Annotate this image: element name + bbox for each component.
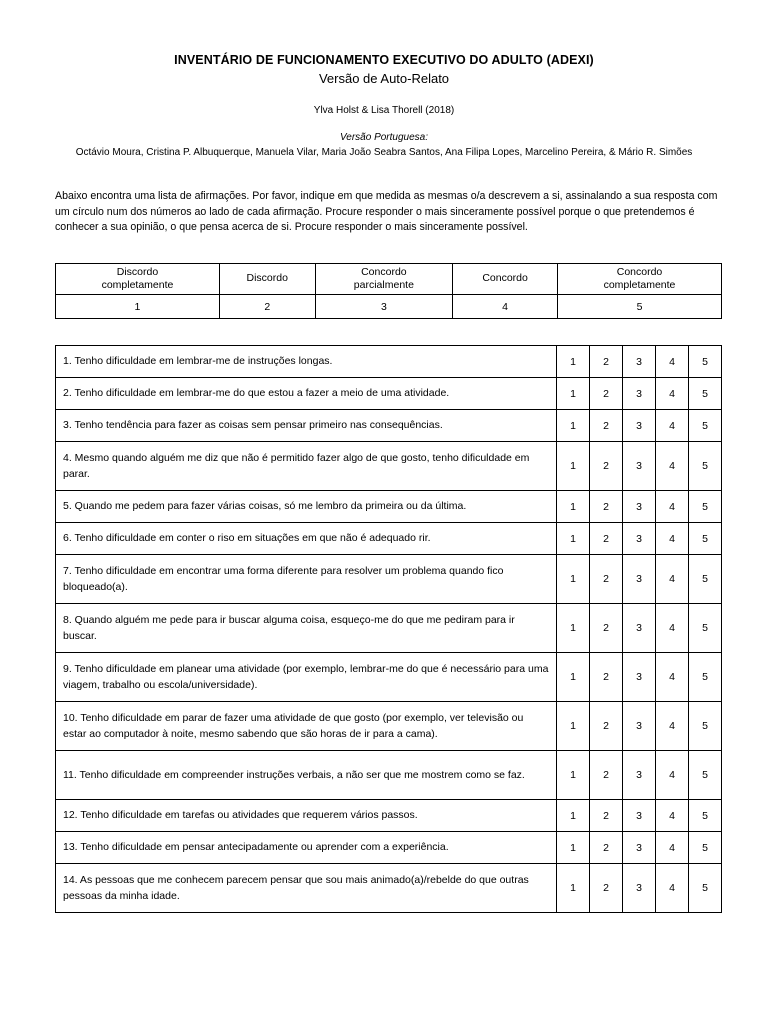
item-3-option-5[interactable]: 5	[689, 410, 722, 442]
item-row	[56, 832, 722, 864]
item-7-option-5[interactable]: 5	[689, 555, 722, 604]
item-statement: 11. Tenho dificuldade em compreender instruções verbais, a não ser que me mostrem como se faz.	[56, 751, 557, 800]
item-12-option-3[interactable]: 3	[623, 800, 656, 832]
item-8-option-1[interactable]: 1	[557, 604, 590, 653]
document-title: INVENTÁRIO DE FUNCIONAMENTO EXECUTIVO DO ADULTO (ADEXI)	[174, 53, 594, 67]
item-row	[56, 491, 722, 523]
item-7-option-4[interactable]: 4	[656, 555, 689, 604]
item-14-option-4[interactable]: 4	[656, 864, 689, 913]
scale-label-line1: Concordo	[616, 265, 663, 278]
item-row	[56, 378, 722, 410]
item-row	[56, 702, 722, 751]
item-8-option-5[interactable]: 5	[689, 604, 722, 653]
item-2-option-1[interactable]: 1	[557, 378, 590, 410]
scale-value-3: 3	[315, 295, 453, 319]
scale-value-4: 4	[453, 295, 558, 319]
item-1-option-1[interactable]: 1	[557, 346, 590, 378]
item-12-option-5[interactable]: 5	[689, 800, 722, 832]
item-5-option-4[interactable]: 4	[656, 491, 689, 523]
scale-label-3	[315, 264, 453, 295]
item-6-option-3[interactable]: 3	[623, 523, 656, 555]
item-row	[56, 523, 722, 555]
item-13-option-2[interactable]: 2	[590, 832, 623, 864]
item-row	[56, 653, 722, 702]
item-12-option-1[interactable]: 1	[557, 800, 590, 832]
scale-label-1	[56, 264, 220, 295]
scale-label-line2: completamente	[101, 279, 174, 291]
item-statement: 5. Quando me pedem para fazer várias coisas, só me lembro da primeira ou da última.	[56, 491, 557, 523]
item-11-option-2[interactable]: 2	[590, 751, 623, 800]
item-statement: 10. Tenho dificuldade em parar de fazer uma atividade de que gosto (por exemplo, ver televisão ou estar ao computador à noite, mesmo sabendo que são horas de ir para a cama).	[56, 702, 557, 751]
item-5-option-3[interactable]: 3	[623, 491, 656, 523]
item-7-option-3[interactable]: 3	[623, 555, 656, 604]
item-row	[56, 800, 722, 832]
item-statement: 1. Tenho dificuldade em lembrar-me de instruções longas.	[56, 346, 557, 378]
item-row	[56, 604, 722, 653]
item-statement: 3. Tenho tendência para fazer as coisas sem pensar primeiro nas consequências.	[56, 410, 557, 442]
item-11-option-5[interactable]: 5	[689, 751, 722, 800]
item-statement: 9. Tenho dificuldade em planear uma atividade (por exemplo, lembrar-me do que é necessário para uma viagem, trabalho ou escola/universidade).	[56, 653, 557, 702]
item-1-option-3[interactable]: 3	[623, 346, 656, 378]
item-12-option-4[interactable]: 4	[656, 800, 689, 832]
item-11-option-1[interactable]: 1	[557, 751, 590, 800]
item-14-option-1[interactable]: 1	[557, 864, 590, 913]
item-6-option-2[interactable]: 2	[590, 523, 623, 555]
document-subtitle: Versão de Auto-Relato	[318, 71, 450, 86]
item-11-option-3[interactable]: 3	[623, 751, 656, 800]
item-10-option-2[interactable]: 2	[590, 702, 623, 751]
item-1-option-2[interactable]: 2	[590, 346, 623, 378]
item-13-option-5[interactable]: 5	[689, 832, 722, 864]
original-authors: Ylva Holst & Lisa Thorell (2018)	[313, 105, 455, 116]
item-3-option-4[interactable]: 4	[656, 410, 689, 442]
portuguese-version-label: Versão Portuguesa:	[339, 132, 429, 143]
item-7-option-1[interactable]: 1	[557, 555, 590, 604]
item-3-option-2[interactable]: 2	[590, 410, 623, 442]
item-1-option-5[interactable]: 5	[689, 346, 722, 378]
item-12-option-2[interactable]: 2	[590, 800, 623, 832]
item-2-option-3[interactable]: 3	[623, 378, 656, 410]
item-9-option-4[interactable]: 4	[656, 653, 689, 702]
item-5-option-1[interactable]: 1	[557, 491, 590, 523]
item-row	[56, 864, 722, 913]
item-row	[56, 346, 722, 378]
item-row	[56, 751, 722, 800]
item-statement: 4. Mesmo quando alguém me diz que não é permitido fazer algo de que gosto, tenho dificuldade em parar.	[56, 442, 557, 491]
item-14-option-5[interactable]: 5	[689, 864, 722, 913]
item-row	[56, 555, 722, 604]
item-8-option-3[interactable]: 3	[623, 604, 656, 653]
item-11-option-4[interactable]: 4	[656, 751, 689, 800]
item-8-option-4[interactable]: 4	[656, 604, 689, 653]
item-statement: 6. Tenho dificuldade em conter o riso em situações em que não é adequado rir.	[56, 523, 557, 555]
item-4-option-2[interactable]: 2	[590, 442, 623, 491]
item-statement: 2. Tenho dificuldade em lembrar-me do que estou a fazer a meio de uma atividade.	[56, 378, 557, 410]
item-9-option-3[interactable]: 3	[623, 653, 656, 702]
item-1-option-4[interactable]: 4	[656, 346, 689, 378]
item-2-option-2[interactable]: 2	[590, 378, 623, 410]
item-14-option-3[interactable]: 3	[623, 864, 656, 913]
scale-value-2: 2	[219, 295, 315, 319]
item-3-option-3[interactable]: 3	[623, 410, 656, 442]
item-8-option-2[interactable]: 2	[590, 604, 623, 653]
item-4-option-1[interactable]: 1	[557, 442, 590, 491]
portuguese-version-authors: Octávio Moura, Cristina P. Albuquerque, Manuela Vilar, Maria João Seabra Santos, Ana Filipa Lopes, Marcelino Pereira, & Mário R. Simões	[75, 147, 693, 158]
item-row	[56, 410, 722, 442]
item-6-option-4[interactable]: 4	[656, 523, 689, 555]
item-4-option-3[interactable]: 3	[623, 442, 656, 491]
item-10-option-5[interactable]: 5	[689, 702, 722, 751]
item-2-option-5[interactable]: 5	[689, 378, 722, 410]
scale-label-line1: Discordo	[116, 265, 159, 278]
response-scale-table	[55, 263, 722, 319]
scale-label-line1: Concordo	[482, 272, 528, 285]
item-row	[56, 442, 722, 491]
scale-value-5: 5	[558, 295, 722, 319]
item-9-option-2[interactable]: 2	[590, 653, 623, 702]
item-statement: 7. Tenho dificuldade em encontrar uma forma diferente para resolver um problema quando fico bloqueado(a).	[56, 555, 557, 604]
questionnaire-items-table	[55, 345, 722, 913]
item-9-option-5[interactable]: 5	[689, 653, 722, 702]
item-14-option-2[interactable]: 2	[590, 864, 623, 913]
scale-label-line1: Discordo	[246, 272, 288, 285]
item-10-option-4[interactable]: 4	[656, 702, 689, 751]
item-statement: 13. Tenho dificuldade em pensar antecipadamente ou aprender com a experiência.	[56, 832, 557, 864]
scale-label-line2: completamente	[603, 279, 676, 291]
item-5-option-5[interactable]: 5	[689, 491, 722, 523]
item-9-option-1[interactable]: 1	[557, 653, 590, 702]
item-7-option-2[interactable]: 2	[590, 555, 623, 604]
scale-label-4	[453, 264, 558, 295]
item-statement: 8. Quando alguém me pede para ir buscar alguma coisa, esqueço-me do que me pediram para ir buscar.	[56, 604, 557, 653]
scale-label-5	[558, 264, 722, 295]
item-3-option-1[interactable]: 1	[557, 410, 590, 442]
item-6-option-1[interactable]: 1	[557, 523, 590, 555]
scale-label-2	[219, 264, 315, 295]
item-13-option-1[interactable]: 1	[557, 832, 590, 864]
item-4-option-4[interactable]: 4	[656, 442, 689, 491]
item-10-option-3[interactable]: 3	[623, 702, 656, 751]
item-statement: 14. As pessoas que me conhecem parecem pensar que sou mais animado(a)/rebelde do que outras pessoas da minha idade.	[56, 864, 557, 913]
scale-label-line1: Concordo	[361, 265, 407, 278]
item-6-option-5[interactable]: 5	[689, 523, 722, 555]
item-13-option-4[interactable]: 4	[656, 832, 689, 864]
item-2-option-4[interactable]: 4	[656, 378, 689, 410]
item-10-option-1[interactable]: 1	[557, 702, 590, 751]
scale-value-1: 1	[56, 295, 220, 319]
instructions-paragraph: Abaixo encontra uma lista de afirmações. Por favor, indique em que medida as mesmas o/a descrevem a si, assinalando a sua resposta com um círculo num dos números ao lado de cada afirmação. Procure responder o mais sinceramente possível porque o que pretendemos é conhecer a sua opinião, o que pensa acerca de si. Procure responder o mais sinceramente possível.	[55, 190, 718, 233]
item-statement: 12. Tenho dificuldade em tarefas ou atividades que requerem vários passos.	[56, 800, 557, 832]
item-4-option-5[interactable]: 5	[689, 442, 722, 491]
item-5-option-2[interactable]: 2	[590, 491, 623, 523]
item-13-option-3[interactable]: 3	[623, 832, 656, 864]
scale-label-line2: parcialmente	[353, 279, 414, 291]
